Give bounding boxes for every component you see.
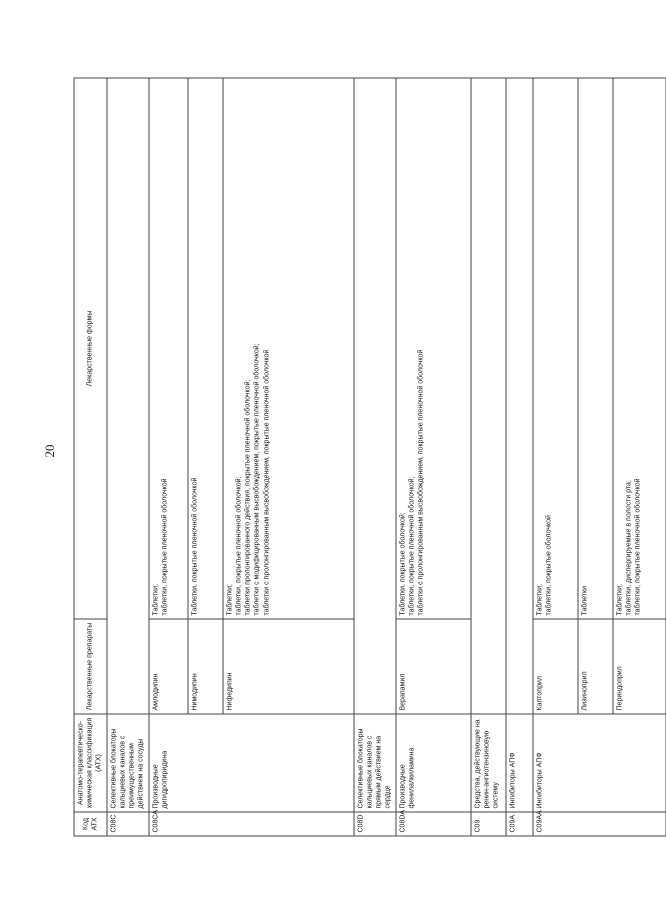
cell-forms [533, 78, 578, 619]
page-number: 20 [42, 444, 57, 458]
table-row [354, 78, 396, 836]
cell-forms [149, 78, 188, 619]
form-line: таблетки с пролонгированным высвобождением, покрытые пленочной оболочкой [263, 349, 271, 616]
form-line: Таблетки, покрытые оболочкой; [399, 512, 407, 616]
cell-classification: Производные фенилалкиламина [396, 714, 471, 812]
cell-code: C09AA [533, 812, 666, 836]
form-line: таблетки, покрытые пленочной оболочкой [161, 478, 169, 616]
cell-code: C08D [354, 812, 396, 836]
cell-drug: Амлодипин [149, 619, 188, 714]
form-line: таблетки, покрытые оболочкой [545, 515, 553, 616]
table-row [107, 78, 149, 836]
cell-classification: Селективные блокаторы кальциевых каналов с прямым действием на сердце [354, 714, 396, 812]
header-forms: Лекарственные формы [74, 78, 107, 619]
form-line: таблетки, покрытые пленочной оболочкой [634, 478, 642, 616]
cell-empty [107, 78, 149, 714]
cell-forms [188, 78, 223, 619]
cell-forms [578, 78, 613, 619]
cell-classification: Производные дигидропиридина [149, 714, 354, 812]
document-sheet [74, 79, 642, 837]
form-line: таблетки, покрытые пленочной оболочкой; [408, 476, 416, 616]
form-line: Таблетки, покрытые пленочной оболочкой [191, 477, 199, 616]
cell-code: C09 [471, 812, 506, 836]
form-line: таблетки, диспергируемые в полости рта; [625, 480, 633, 616]
cell-forms [613, 78, 666, 619]
cell-code: C08DA [396, 812, 471, 836]
form-line: таблетки, покрытые пленочной оболочкой; [235, 476, 243, 616]
cell-forms [223, 78, 354, 619]
table-row [533, 78, 578, 836]
form-line: Таблетки; [616, 584, 624, 616]
table-header-row [74, 78, 107, 836]
form-line: Таблетки; [152, 584, 160, 616]
cell-empty [506, 78, 533, 714]
cell-classification: Селективные блокаторы кальциевых каналов с преимущественным действием на сосуды [107, 714, 149, 812]
cell-code: C09A [506, 812, 533, 836]
drug-table [74, 78, 666, 837]
table-row [149, 78, 188, 836]
cell-drug: Нифедипин [223, 619, 354, 714]
form-line: таблетки с пролонгированным высвобождением, покрытые пленочной оболочкой [417, 349, 425, 616]
cell-drug: Верапамил [396, 619, 471, 714]
cell-empty [471, 78, 506, 714]
form-line: Таблетки; [226, 584, 234, 616]
cell-drug: Каптоприл [533, 619, 578, 714]
cell-forms [396, 78, 471, 619]
form-line: Таблетки [581, 586, 589, 616]
table-row [471, 78, 506, 836]
cell-classification: Ингибиторы АПФ [533, 714, 666, 812]
table-row [506, 78, 533, 836]
header-classification: Анатомо-терапевтическо-химическая классификация (АТХ) [74, 714, 107, 812]
form-line: Таблетки; [536, 584, 544, 616]
form-line: таблетки пролонгированного действия, покрытые пленочной оболочкой; [244, 379, 252, 616]
table-row [396, 78, 471, 836]
cell-drug: Лизиноприл [578, 619, 613, 714]
cell-code: C08C [107, 812, 149, 836]
header-drugs: Лекарственные препараты [74, 619, 107, 714]
header-code: Код АТХ [74, 812, 107, 836]
cell-classification: Ингибиторы АПФ [506, 714, 533, 812]
cell-classification: Средства, действующие на ренин-ангиотензиновую систему [471, 714, 506, 812]
form-line: таблетки с модифицированным высвобождением, покрытые пленочной оболочкой; [253, 343, 261, 616]
cell-empty [354, 78, 396, 714]
cell-drug: Периндоприл [613, 619, 666, 714]
cell-drug: Нимодипин [188, 619, 223, 714]
cell-code: C08CA [149, 812, 354, 836]
